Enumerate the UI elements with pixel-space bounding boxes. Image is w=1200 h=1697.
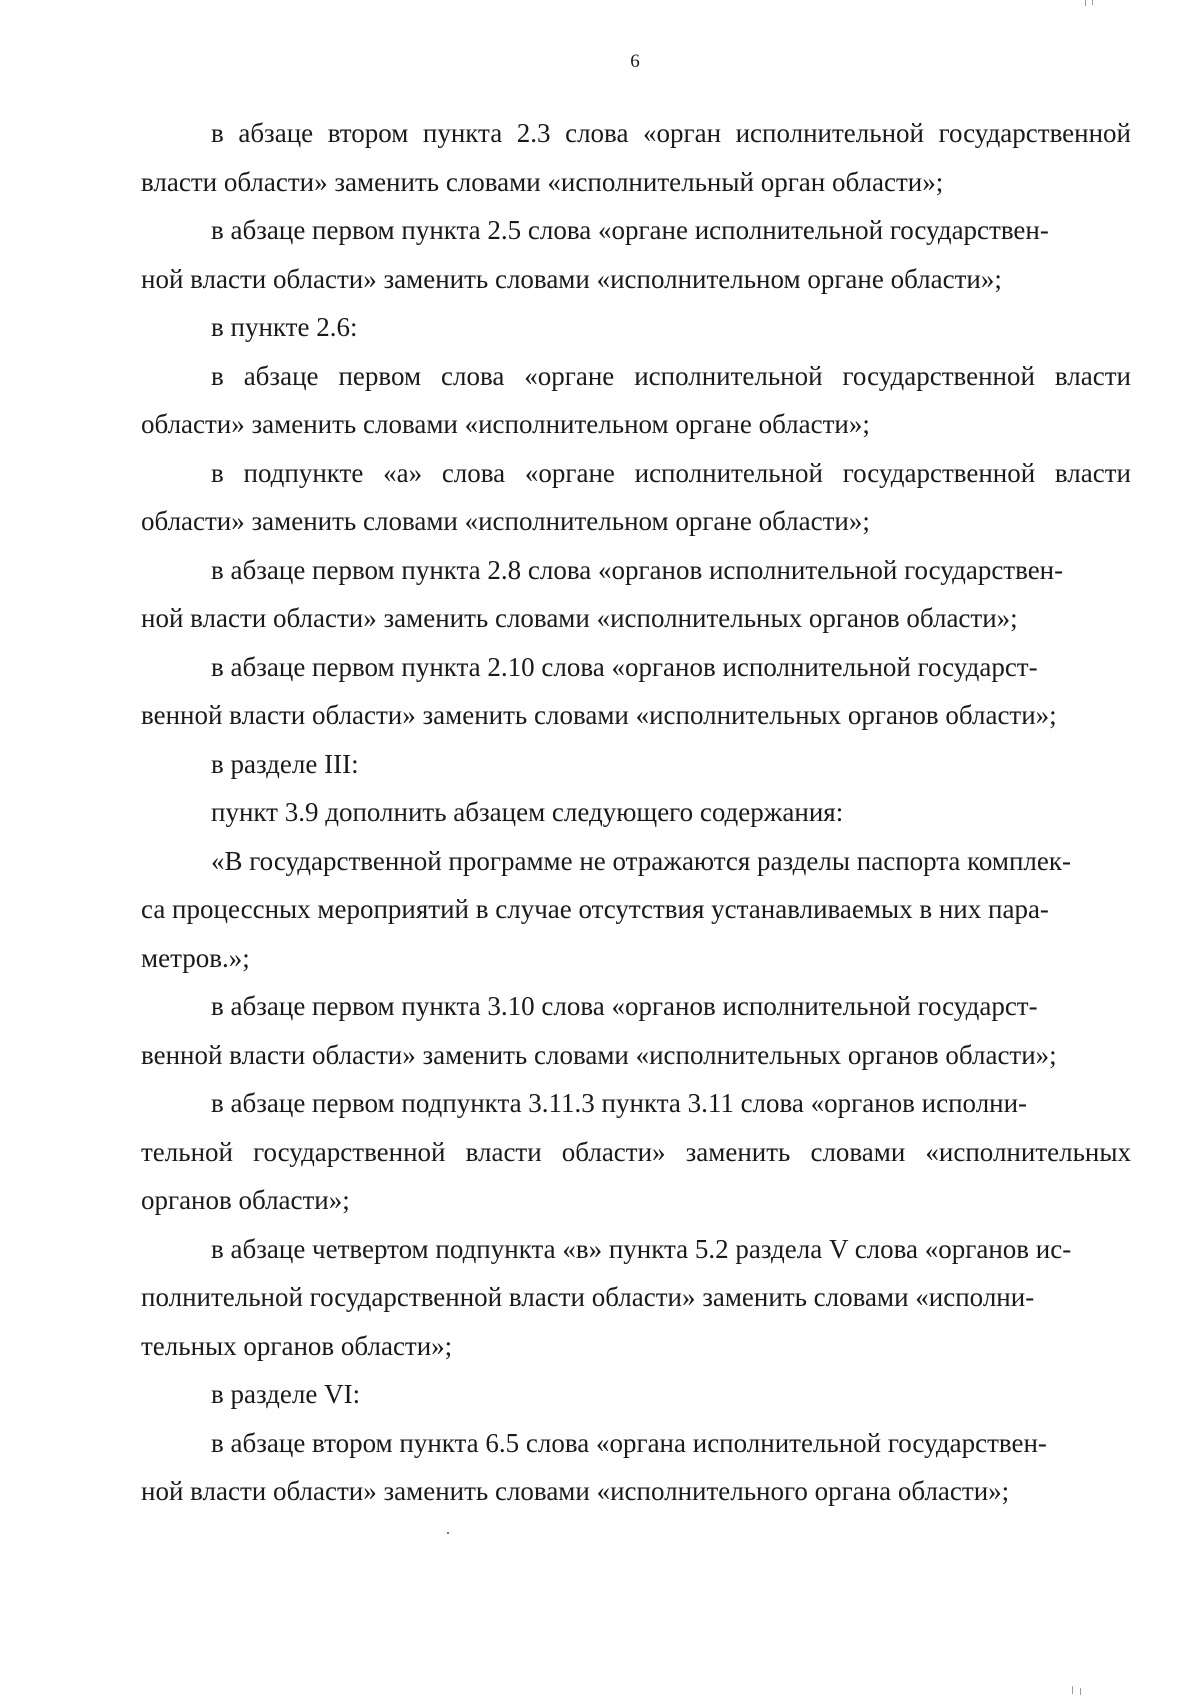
paragraph-10: «В государственной программе не отражаются разделы паспорта комплек- са процессных мероприятий в случае отсутствия устанавливаемых в них пара- метров.»; (141, 845, 1071, 973)
paragraph-1: в абзаце втором пункта 2.3 слова «орган исполнительной государственной власти области» заменить словами «исполнительный орган области»; (141, 118, 1131, 197)
paragraph-12: в абзаце первом подпункта 3.11.3 пункта 3.11 слова «органов исполни- тельной государственной власти области» заменить словами «исполнительных органов области»; (141, 1088, 1131, 1215)
paragraph-9: пункт 3.9 дополнить абзацем следующего содержания: (211, 797, 844, 827)
document-body (141, 109, 1131, 1516)
paragraph-15: в абзаце втором пункта 6.5 слова «органа исполнительной государствен- ной власти области» заменить словами «исполнительного органа области»; (141, 1427, 1047, 1506)
page-number: 6 (630, 51, 640, 72)
paragraph-11: в абзаце первом пункта 3.10 слова «органов исполнительной государст- венной власти области» заменить словами «исполнительных органов области»; (141, 991, 1057, 1070)
paragraph-14: в разделе VI: (211, 1379, 361, 1409)
paragraph-7: в абзаце первом пункта 2.10 слова «органов исполнительной государст- венной власти области» заменить словами «исполнительных органов области»; (141, 651, 1057, 730)
paragraph-8: в разделе III: (211, 748, 359, 779)
paragraph-6: в абзаце первом пункта 2.8 слова «органов исполнительной государствен- ной власти области» заменить словами «исполнительных органов области»; (141, 554, 1064, 633)
paragraph-4: в абзаце первом слова «органе исполнительной государственной власти области» заменить словами «исполнительном органе области»; (141, 360, 1131, 439)
scan-dot (447, 1532, 449, 1534)
paragraph-3: в пункте 2.6: (211, 312, 358, 342)
paragraph-13: в абзаце четвертом подпункта «в» пункта 5.2 раздела V слова «органов ис- полнительной государственной власти области» заменить словами «исполни- тельных органов области»; (141, 1233, 1072, 1361)
paragraph-5: в подпункте «а» слова «органе исполнительной государственной власти области» заменить словами «исполнительном органе области»; (141, 457, 1131, 536)
scan-edge-mark-top-2 (1092, 0, 1093, 5)
paragraph-2: в абзаце первом пункта 2.5 слова «органе исполнительной государствен- ной власти области» заменить словами «исполнительном органе области»; (141, 215, 1049, 294)
scan-edge-mark-top (1085, 0, 1086, 6)
scan-edge-mark-bottom (1072, 1686, 1073, 1694)
scan-edge-mark-bottom-2 (1080, 1688, 1081, 1695)
